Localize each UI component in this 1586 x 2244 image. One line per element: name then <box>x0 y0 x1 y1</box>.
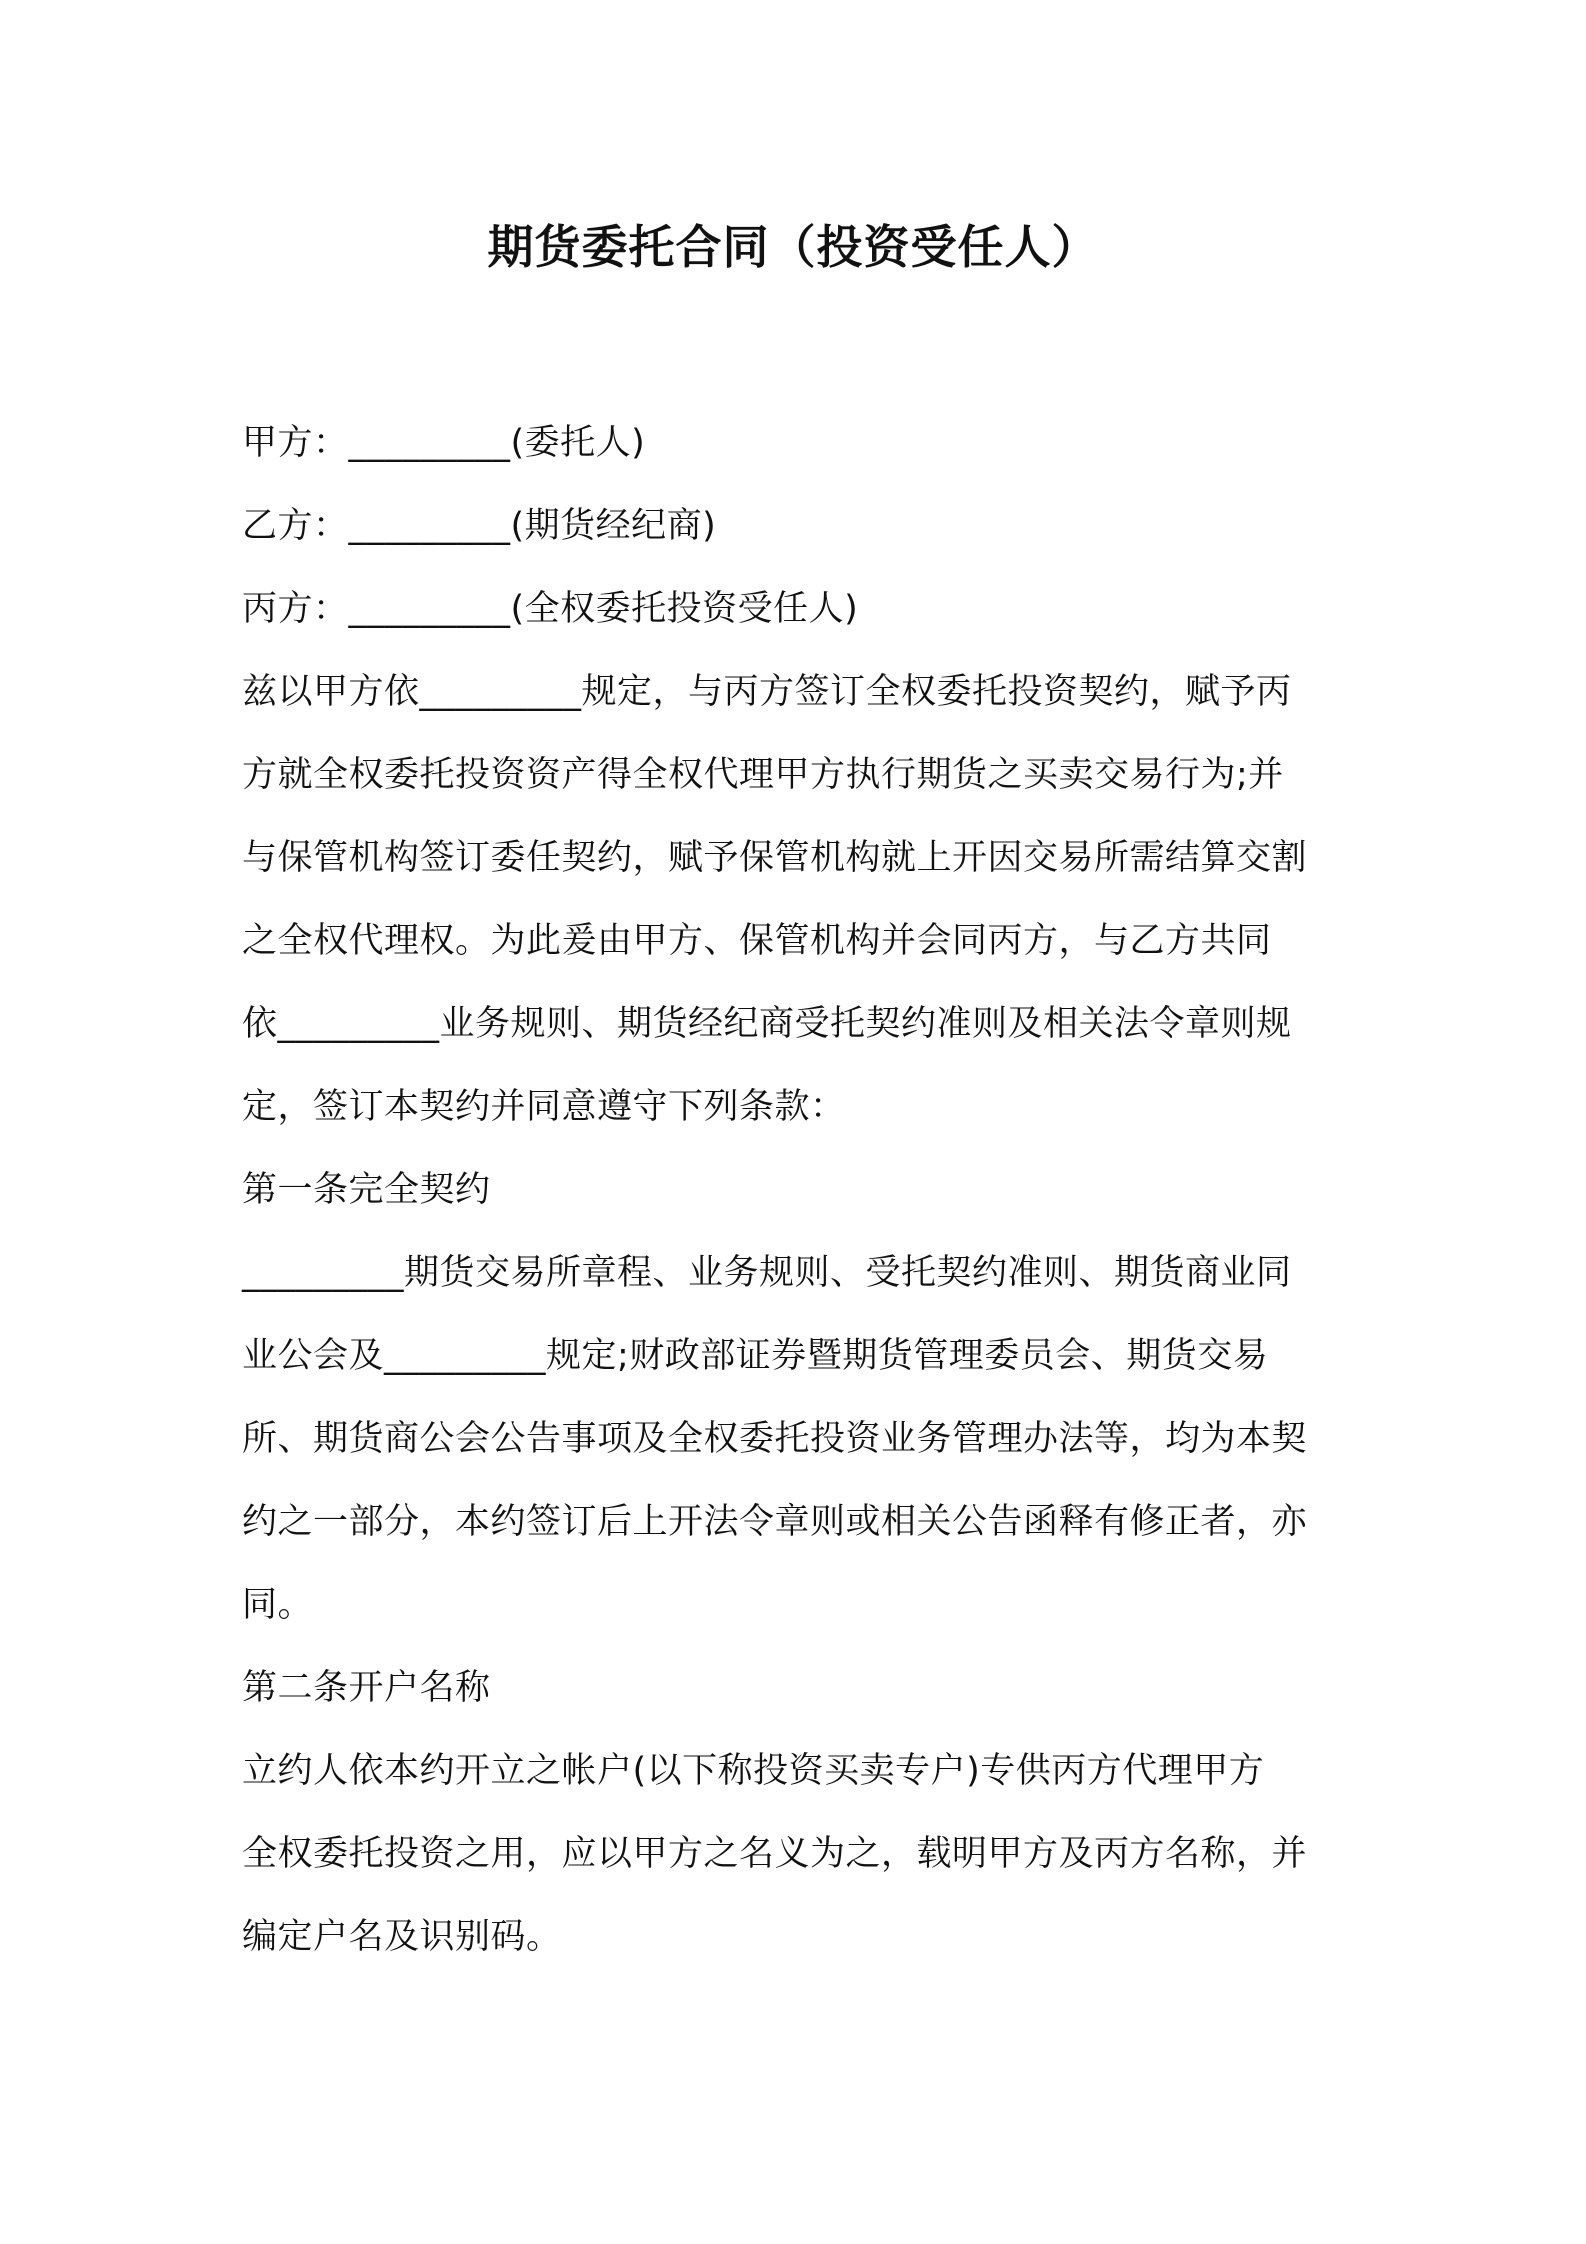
article-1-heading: 第一条完全契约 <box>242 1170 491 1210</box>
party-a-line: 甲方：_________(委托人) <box>242 423 646 463</box>
article-1-text-line: _________期货交易所章程、业务规则、受托契约准则、期货商业同 <box>242 1253 1292 1293</box>
article-2-text-line: 立约人依本约开立之帐户(以下称投资买卖专户)专供丙方代理甲方 <box>242 1751 1265 1791</box>
article-2-heading: 第二条开户名称 <box>242 1668 491 1708</box>
article-1-text-line: 同。 <box>242 1585 314 1625</box>
party-b-line: 乙方：_________(期货经纪商) <box>242 506 717 546</box>
article-1-text-line: 业公会及_________规定;财政部证券暨期货管理委员会、期货交易 <box>242 1336 1269 1376</box>
article-1-text-line: 约之一部分，本约签订后上开法令章则或相关公告函释有修正者，亦 <box>242 1502 1308 1542</box>
article-2-text-line: 编定户名及识别码。 <box>242 1917 562 1957</box>
preamble-line: 兹以甲方依_________规定，与丙方签订全权委托投资契约，赋予丙 <box>242 672 1292 712</box>
document-title: 期货委托合同（投资受任人） <box>487 220 1099 274</box>
document-body <box>242 402 1362 1979</box>
preamble-line: 依_________业务规则、期货经纪商受托契约准则及相关法令章则规 <box>242 1004 1292 1044</box>
article-1-text-line: 所、期货商公会公告事项及全权委托投资业务管理办法等，均为本契 <box>242 1419 1308 1459</box>
party-c-line: 丙方：_________(全权委托投资受任人) <box>242 589 859 629</box>
preamble-line: 之全权代理权。为此爰由甲方、保管机构并会同丙方，与乙方共同 <box>242 921 1272 961</box>
preamble-line: 方就全权委托投资资产得全权代理甲方执行期货之买卖交易行为;并 <box>242 755 1284 795</box>
preamble-line: 与保管机构签订委任契约，赋予保管机构就上开因交易所需结算交割 <box>242 838 1308 878</box>
preamble-line: 定，签订本契约并同意遵守下列条款： <box>242 1087 846 1127</box>
article-2-text-line: 全权委托投资之用，应以甲方之名义为之，载明甲方及丙方名称，并 <box>242 1834 1308 1874</box>
